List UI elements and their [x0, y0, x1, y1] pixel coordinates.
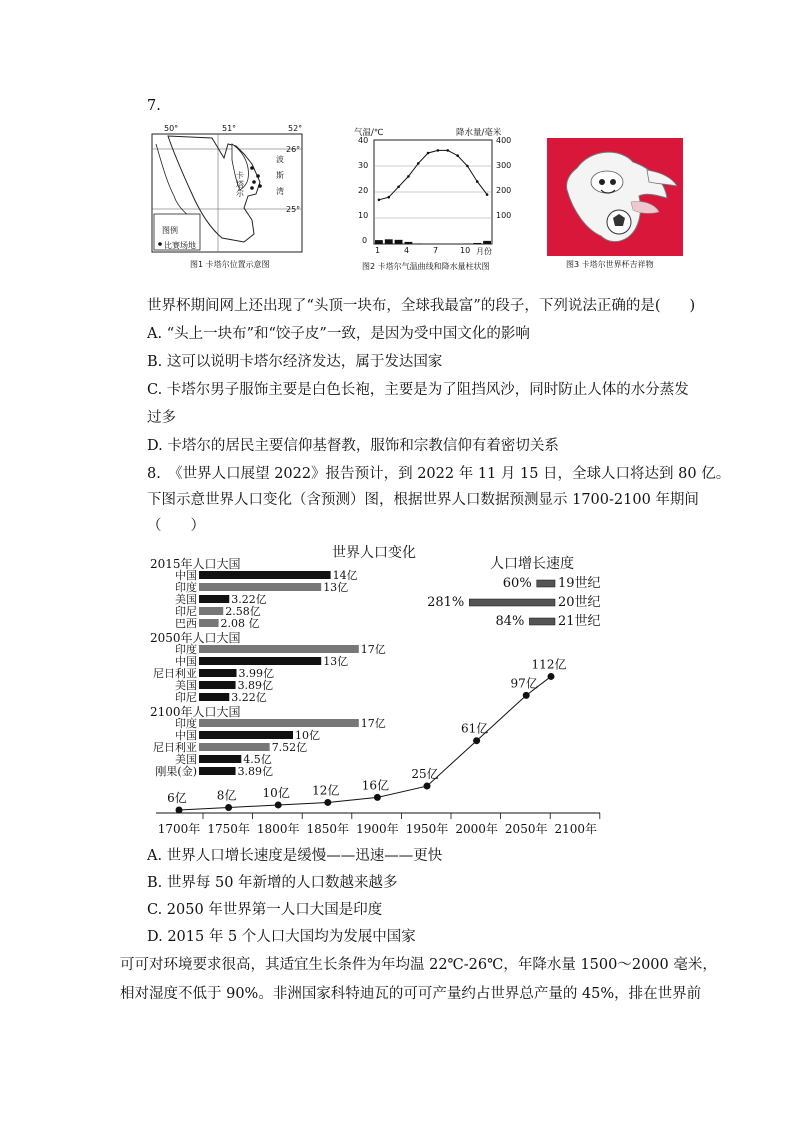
fig1-caption: 图1 卡塔尔位置示意图	[190, 260, 270, 269]
x-tick-label: 1700年	[157, 822, 201, 836]
population-point	[275, 801, 282, 808]
question-8-option-b[interactable]: B. 世界每 50 年新增的人口数越来越多	[147, 875, 398, 891]
question-8-blank: （ ）	[147, 518, 205, 534]
question-7-option-c[interactable]: C. 卡塔尔男子服饰主要是白色长袍，主要是为了阻挡风沙，同时防止人体的水分蒸发	[147, 382, 689, 398]
country-bar	[199, 719, 359, 727]
fig3-caption: 图3 卡塔尔世界杯吉祥物	[566, 260, 654, 269]
country-name: 印度	[175, 643, 197, 656]
temperature-tick: 0	[362, 236, 368, 245]
country-bar	[199, 693, 229, 701]
population-value-label: 112亿	[531, 657, 567, 672]
country-bar	[199, 571, 331, 579]
map-sea-label: 波	[276, 155, 284, 164]
country-name: 印度	[175, 717, 197, 730]
country-bar	[199, 669, 237, 677]
population-point	[473, 737, 480, 744]
country-name: 中国	[175, 729, 197, 742]
question-8-stem-line-2: 下图示意世界人口变化（含预测）图，根据世界人口数据预测显示 1700-2100 年期间	[147, 492, 699, 508]
temperature-point	[486, 193, 489, 196]
map-country-label: 塔	[236, 180, 244, 189]
country-bar	[199, 645, 359, 653]
population-point	[324, 799, 331, 806]
map-sea-label: 斯	[276, 171, 284, 180]
country-value-label: 13亿	[323, 581, 349, 594]
country-bar	[199, 583, 321, 591]
x-tick-label: 1800年	[256, 822, 300, 836]
country-name: 美国	[175, 593, 197, 606]
country-value-label: 3.89亿	[237, 765, 274, 778]
growth-period-label: 19世纪	[558, 576, 601, 591]
country-value-label: 14亿	[332, 569, 358, 582]
chart-title: 世界人口变化	[332, 545, 416, 561]
temperature-tick: 10	[358, 211, 369, 220]
country-bar	[199, 619, 219, 627]
x-tick-label: 1750年	[207, 822, 250, 836]
group-title: 2100年人口大国	[150, 705, 241, 719]
country-value-label: 2.08 亿	[220, 617, 260, 630]
country-name: 尼日利亚	[153, 667, 197, 680]
temperature-tick: 40	[358, 136, 369, 145]
month-tick: 7	[433, 246, 439, 255]
precipitation-bar	[405, 242, 413, 244]
x-tick-label: 2100年	[554, 822, 598, 836]
map-legend-item: 比赛场地	[164, 241, 196, 250]
temperature-tick: 20	[358, 186, 369, 195]
temperature-point	[378, 199, 381, 202]
cocoa-passage-line-1: 可可对环境要求很高，其适宜生长条件为年均温 22℃-26℃，年降水量 1500～2000 毫米，	[120, 957, 717, 973]
map-lon-label: 52°	[288, 124, 303, 133]
growth-percent-label: 60%	[502, 576, 532, 591]
population-point	[225, 804, 232, 811]
country-name: 美国	[175, 679, 197, 692]
precipitation-tick: 100	[496, 211, 512, 220]
country-name: 中国	[175, 569, 197, 582]
world-population-chart	[142, 540, 612, 840]
question-8-stem-line-1: 8. 《世界人口展望 2022》报告预计，到 2022 年 11 月 15 日，全球人口将达到 80 亿。	[147, 466, 731, 482]
growth-bar	[469, 599, 555, 606]
temperature-point	[466, 165, 469, 168]
question-7-option-d[interactable]: D. 卡塔尔的居民主要信仰基督教，服饰和宗教信仰有着密切关系	[147, 438, 559, 454]
map-lon-label: 51°	[222, 124, 237, 133]
precipitation-bar	[385, 239, 393, 244]
country-value-label: 4.5亿	[243, 753, 272, 766]
country-value-label: 17亿	[360, 717, 386, 730]
temperature-point	[446, 149, 449, 152]
country-value-label: 3.22亿	[231, 593, 267, 606]
temperature-point	[417, 162, 420, 165]
precipitation-bar	[395, 240, 403, 244]
map-country-label: 尔	[236, 189, 244, 198]
group-title: 2015年人口大国	[150, 557, 241, 571]
map-lon-label: 50°	[164, 124, 179, 133]
temperature-point	[427, 152, 430, 155]
country-name: 印尼	[175, 605, 197, 618]
precipitation-tick: 400	[496, 136, 512, 145]
country-value-label: 2.58亿	[225, 605, 261, 618]
x-tick-label: 1850年	[306, 822, 350, 836]
country-value-label: 3.89亿	[237, 679, 274, 692]
fig2-caption: 图2 卡塔尔气温曲线和降水量柱状图	[362, 262, 490, 271]
country-value-label: 10亿	[295, 729, 320, 742]
x-tick-label: 2000年	[455, 822, 498, 836]
country-name: 刚果(金)	[155, 765, 197, 778]
question-7-option-b[interactable]: B. 这可以说明卡塔尔经济发达，属于发达国家	[147, 354, 443, 370]
temperature-point	[476, 180, 479, 183]
map-sea-label: 湾	[276, 187, 284, 196]
temperature-point	[397, 186, 400, 189]
country-bar	[199, 767, 236, 775]
population-value-label: 25亿	[411, 767, 439, 782]
country-name: 印尼	[175, 691, 197, 704]
precipitation-bar	[414, 243, 422, 244]
question-7-number: 7.	[147, 98, 161, 114]
country-name: 美国	[175, 753, 197, 766]
question-8-option-d[interactable]: D. 2015 年 5 个人口大国均为发展中国家	[147, 929, 416, 945]
month-unit: 月份	[476, 247, 492, 256]
question-8-option-c[interactable]: C. 2050 年世界第一人口大国是印度	[147, 902, 383, 918]
country-name: 巴西	[175, 617, 197, 630]
map-country-label: 卡	[236, 171, 244, 180]
country-name: 尼日利亚	[153, 741, 197, 754]
population-point	[424, 783, 431, 790]
country-bar	[199, 731, 293, 739]
population-value-label: 6亿	[167, 791, 187, 805]
country-bar	[199, 595, 229, 603]
precipitation-bar	[473, 243, 481, 244]
population-point	[176, 807, 183, 814]
world-cup-mascot-image	[547, 138, 683, 256]
country-name: 中国	[175, 655, 197, 668]
population-value-label: 61亿	[460, 721, 489, 736]
question-7-option-c-continued: 过多	[147, 410, 176, 426]
map-legend-title: 图例	[162, 226, 178, 235]
cocoa-passage-line-2: 相对湿度不低于 90%。非洲国家科特迪瓦的可可产量约占世界总产量的 45%，排在世界前	[120, 986, 702, 1002]
population-point	[548, 673, 555, 680]
precipitation-bar	[483, 241, 491, 244]
growth-period-label: 20世纪	[558, 595, 601, 610]
temperature-point	[387, 196, 390, 199]
precipitation-tick: 200	[496, 186, 512, 195]
x-tick-label: 1900年	[356, 822, 399, 836]
growth-title: 人口增长速度	[490, 556, 574, 572]
growth-bar	[529, 618, 555, 625]
country-bar	[199, 657, 321, 665]
population-value-label: 12亿	[312, 783, 340, 798]
country-value-label: 3.99亿	[238, 667, 275, 680]
country-bar	[199, 743, 270, 751]
question-8-option-a[interactable]: A. 世界人口增长速度是缓慢——迅速——更快	[147, 848, 443, 864]
precipitation-tick: 300	[496, 161, 512, 170]
population-value-label: 8亿	[216, 788, 237, 803]
growth-period-label: 21世纪	[558, 614, 601, 629]
map-lat-label: 25°	[286, 205, 301, 214]
precipitation-axis-title: 降水量/毫米	[456, 128, 502, 138]
month-tick: 10	[460, 246, 471, 255]
question-7-stem: 世界杯期间网上还出现了“头顶一块布，全球我最富”的段子，下列说法正确的是( )	[147, 298, 696, 314]
population-value-label: 10亿	[262, 785, 290, 800]
question-7-option-a[interactable]: A. “头上一块布”和“饺子皮”一致，是因为受中国文化的影响	[147, 326, 530, 342]
temperature-axis-title: 气温/℃	[354, 128, 384, 138]
country-bar	[199, 607, 223, 615]
country-name: 印度	[175, 581, 197, 594]
country-value-label: 13亿	[323, 655, 349, 668]
country-value-label: 7.52亿	[271, 741, 308, 754]
qatar-location-map	[148, 124, 306, 256]
precipitation-bar	[375, 240, 383, 244]
country-value-label: 17亿	[360, 643, 386, 656]
temperature-point	[456, 154, 459, 157]
qatar-climate-chart	[348, 124, 518, 258]
country-bar	[199, 681, 236, 689]
month-tick: 1	[375, 246, 381, 255]
population-point	[374, 794, 381, 801]
temperature-tick: 30	[358, 161, 369, 170]
temperature-point	[407, 175, 410, 178]
temperature-point	[437, 149, 440, 152]
population-point	[523, 692, 530, 699]
x-tick-label: 1950年	[405, 822, 449, 836]
growth-percent-label: 281%	[427, 595, 465, 610]
country-bar	[199, 755, 241, 763]
country-value-label: 3.22亿	[231, 691, 267, 704]
growth-bar	[537, 580, 555, 587]
growth-percent-label: 84%	[495, 614, 525, 629]
x-tick-label: 2050年	[504, 822, 548, 836]
population-value-label: 16亿	[361, 778, 390, 793]
month-tick: 4	[404, 246, 410, 255]
precipitation-bar	[464, 243, 472, 244]
group-title: 2050年人口大国	[150, 631, 241, 645]
population-value-label: 97亿	[510, 676, 538, 691]
map-lat-label: 26°	[286, 145, 301, 154]
